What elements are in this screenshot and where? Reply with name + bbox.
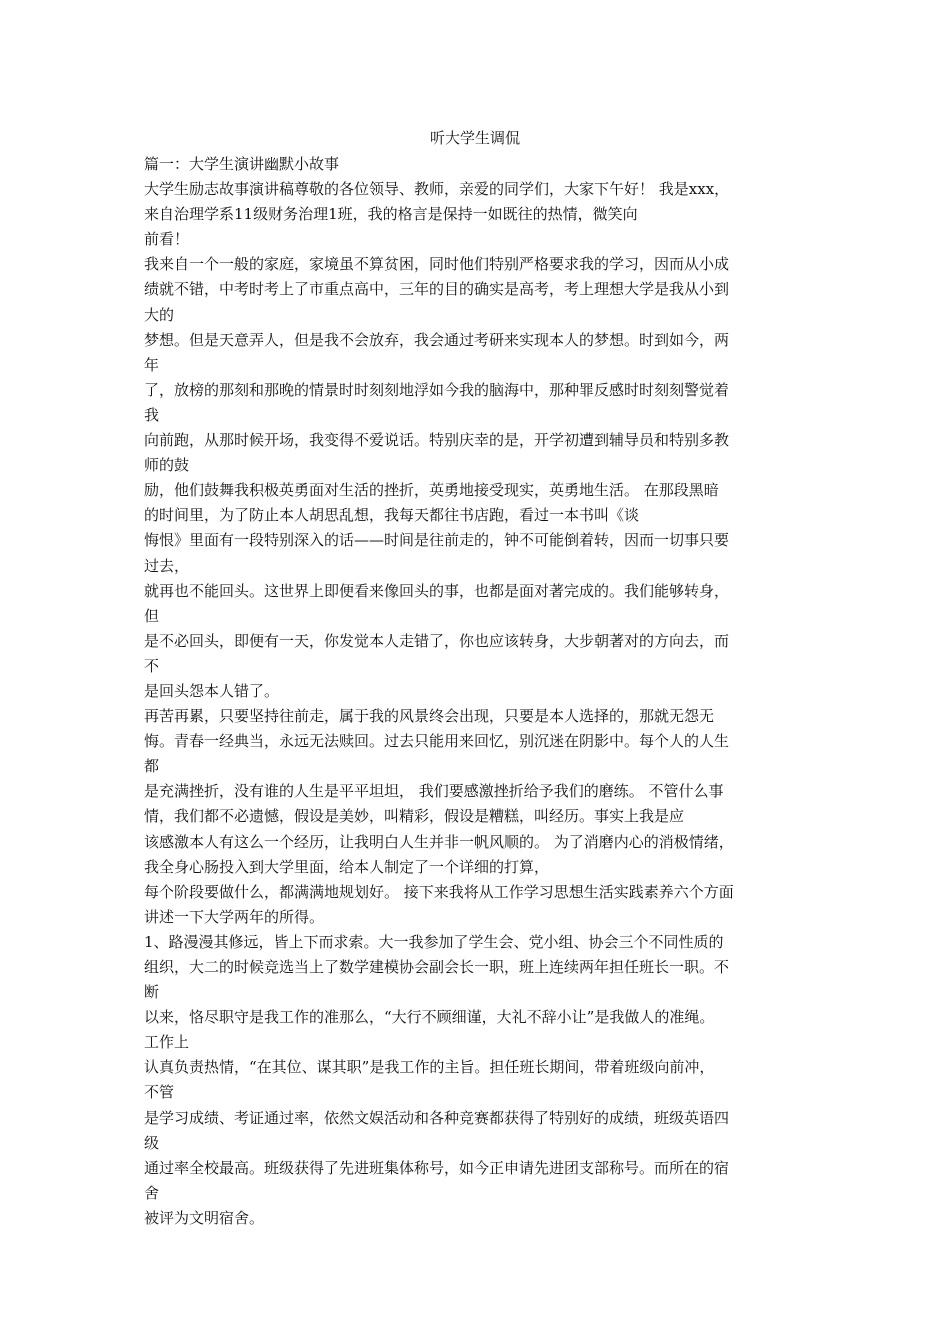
text-line: 师的鼓 — [144, 456, 190, 475]
text-line: 就再也不能回头。这世界上即便看来像回头的事，也都是面对著完成的。我们能够转身， — [144, 581, 730, 600]
text-line: 向前跑，从那时候开场，我变得不爱说话。特别庆幸的是，开学初遭到辅导员和特别多教 — [144, 431, 730, 450]
text-line: 被评为文明宿舍。 — [144, 1208, 265, 1227]
text-line: 断 — [144, 983, 160, 1002]
text-line: 但 — [144, 606, 160, 625]
text-line: 绩就不错，中考时考上了市重点高中，三年的目的确实是高考，考上理想大学是我从小到 — [144, 280, 730, 299]
text-line: 是充满挫折，没有谁的人生是平平坦坦， 我们要感激挫折给予我们的磨练。 不管什么事 — [144, 782, 724, 801]
text-line: 的时间里，为了防止本人胡思乱想，我每天都往书店跑，看过一本书叫《谈 — [144, 506, 640, 525]
text-line: 讲述一下大学两年的所得。 — [144, 907, 325, 926]
text-line: 不 — [144, 656, 160, 675]
text-line: 以来，恪尽职守是我工作的准那么，“大行不顾细谨，大礼不辞小让”是我做人的准绳。 — [144, 1008, 715, 1027]
text-line: 舍 — [144, 1183, 160, 1202]
text-line: 情，我们都不必遗憾，假设是美妙，叫精彩，假设是糟糕，叫经历。事实上我是应 — [144, 807, 685, 826]
text-line: 组织，大二的时候竞选当上了数学建模协会副会长一职，班上连续两年担任班长一职。不 — [144, 958, 730, 976]
text-line: 该感激本人有这么一个经历，让我明白人生并非一帆风顺的。 为了消磨内心的消极情绪， — [144, 832, 734, 851]
text-line: 大的 — [144, 305, 175, 324]
text-line: 都 — [144, 757, 160, 776]
text-line: 再苦再累，只要坚持往前走，属于我的风景终会出现，只要是本人选择的，那就无怨无 — [144, 707, 715, 726]
text-line: 每个阶段要做什么，都满满地规划好。 接下来我将从工作学习思想生活实践素养六个方面 — [144, 882, 734, 901]
text-line: 不管 — [144, 1083, 175, 1102]
text-line: 悔恨》里面有一段特别深入的话——时间是往前走的，钟不可能倒着转，因而一切事只要 — [144, 531, 730, 550]
text-line: 我来自一个一般的家庭，家境虽不算贫困，同时他们特别严格要求我的学习，因而从小成 — [144, 255, 730, 274]
text-line: 我 — [144, 405, 160, 424]
text-line: 1、路漫漫其修远，皆上下而求索。大一我参加了学生会、党小组、协会三个不同性质的 — [144, 932, 724, 951]
text-line: 大学生励志故事演讲稿尊敬的各位领导、教师，亲爱的同学们，大家下午好！ 我是xxx， — [144, 180, 730, 199]
text-line: 悔。青春一经典当，永远无法赎回。过去只能用来回忆，别沉迷在阴影中。每个人的人生 — [144, 732, 730, 751]
text-line: 认真负责热情，“在其位、谋其职”是我工作的主旨。担任班长期间，带着班级向前冲， — [144, 1058, 715, 1077]
text-line: 梦想。但是天意弄人，但是我不会放弃，我会通过考研来实现本人的梦想。时到如今，两 — [144, 330, 730, 349]
text-line: 前看！ — [144, 230, 190, 249]
document-title: 听大学生调侃 — [429, 129, 520, 147]
text-line: 工作上 — [144, 1033, 190, 1052]
text-line: 是学习成绩、考证通过率，依然文娱活动和各种竞赛都获得了特别好的成绩，班级英语四 — [144, 1108, 730, 1127]
text-line: 励，他们鼓舞我积极英勇面对生活的挫折，英勇地接受现实，英勇地生活。 在那段黑暗 — [144, 481, 719, 500]
text-line: 级 — [144, 1133, 160, 1152]
text-line: 过去， — [144, 556, 190, 575]
text-line: 是不必回头，即便有一天，你发觉本人走错了，你也应该转身，大步朝著对的方向去，而 — [144, 631, 730, 650]
text-line: 我全身心肠投入到大学里面，给本人制定了一个详细的打算， — [144, 857, 550, 876]
text-line: 了，放榜的那刻和那晚的情景时时刻刻地浮如今我的脑海中，那种罪反感时时刻刻警觉着 — [144, 380, 730, 399]
document-body — [144, 152, 824, 1231]
text-line: 篇一：大学生演讲幽默小故事 — [144, 155, 340, 173]
text-line: 是回头怨本人错了。 — [144, 681, 280, 700]
text-line: 年 — [144, 355, 160, 374]
text-line: 来自治理学系11级财务治理1班，我的格言是保持一如既往的热情，微笑向 — [144, 205, 638, 224]
text-line: 通过率全校最高。班级获得了先进班集体称号，如今正申请先进团支部称号。而所在的宿 — [144, 1158, 730, 1177]
